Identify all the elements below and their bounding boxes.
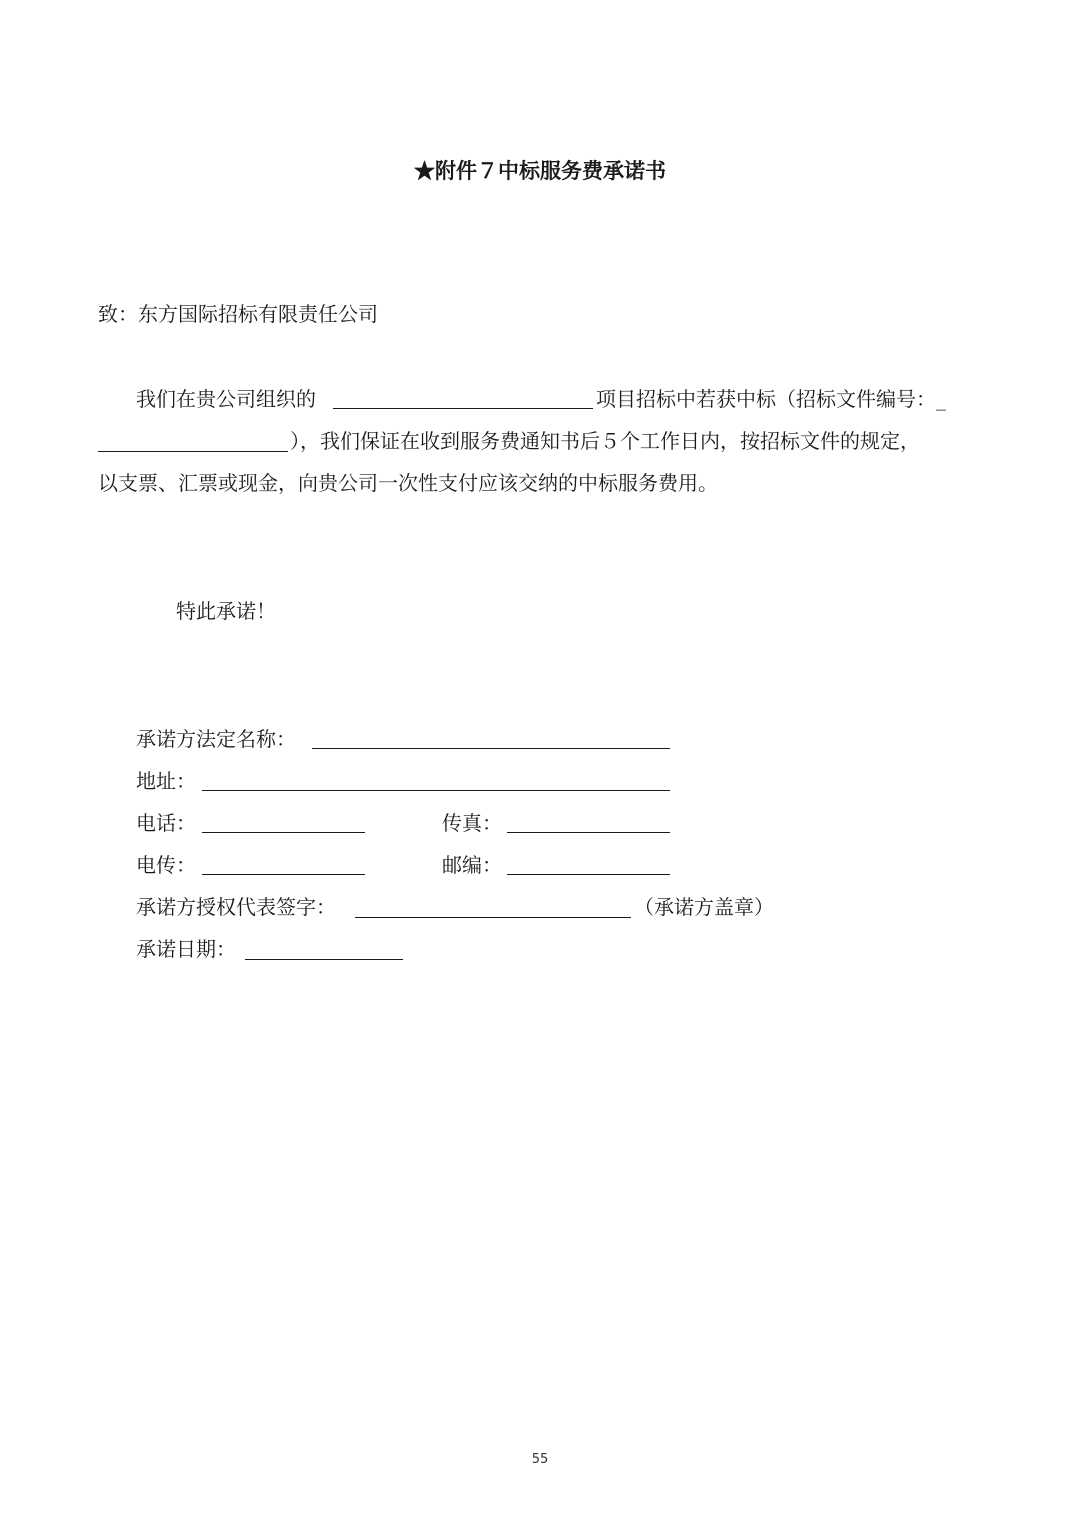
phone-label: 电话： <box>136 811 196 835</box>
date-label: 承诺日期： <box>136 937 236 961</box>
tender-number-blank <box>98 451 288 452</box>
signature-label: 承诺方授权代表签字： <box>136 895 336 919</box>
legal-name-blank <box>312 748 670 749</box>
address-label: 地址： <box>136 769 196 793</box>
telegram-label: 电传： <box>136 853 196 877</box>
body-line-3: 以支票、汇票或现金，向贵公司一次性支付应该交纳的中标服务费用。 <box>98 471 718 495</box>
telegram-blank <box>202 874 365 875</box>
body-line-2: ），我们保证在收到服务费通知书后５个工作日内，按招标文件的规定， <box>290 429 920 453</box>
date-blank <box>245 959 403 960</box>
recipient-line: 致：东方国际招标有限责任公司 <box>98 302 378 326</box>
page-number: 55 <box>531 1452 549 1467</box>
postcode-label: 邮编： <box>442 853 502 877</box>
legal-name-label: 承诺方法定名称： <box>136 727 296 751</box>
seal-note: （承诺方盖章） <box>634 895 774 919</box>
fax-blank <box>507 832 670 833</box>
signature-blank <box>355 917 631 918</box>
body-line-1-start: 我们在贵公司组织的 <box>136 387 316 411</box>
postcode-blank <box>507 874 670 875</box>
phone-blank <box>202 832 365 833</box>
document-title: ★附件７中标服务费承诺书 <box>414 158 666 183</box>
project-name-blank <box>333 408 593 409</box>
fax-label: 传真： <box>442 811 502 835</box>
body-line-1-end: 项目招标中若获中标（招标文件编号：_ <box>596 387 946 411</box>
closing-statement: 特此承诺！ <box>176 599 276 623</box>
address-blank <box>202 790 670 791</box>
